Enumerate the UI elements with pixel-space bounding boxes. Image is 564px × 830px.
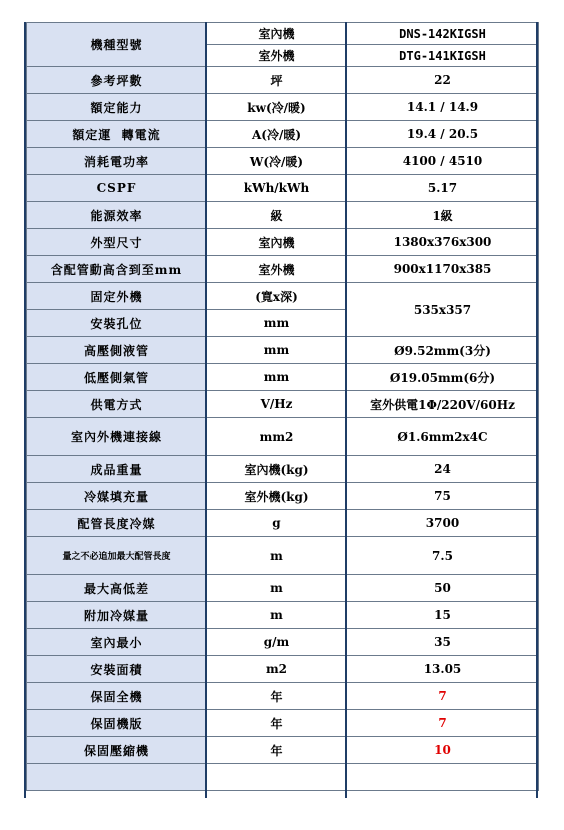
table-row bbox=[27, 602, 539, 629]
model-label-cell: 機種型號 bbox=[27, 23, 207, 67]
row-value-cell: 室外供電1Φ/220V/60Hz bbox=[347, 391, 539, 418]
table-row bbox=[27, 537, 539, 575]
table-row bbox=[27, 656, 539, 683]
row-label-cell: 量之不必追加最大配管長度 bbox=[27, 537, 207, 575]
row-label-cell: 額定能力 bbox=[27, 94, 207, 121]
row-value-cell: 50 bbox=[347, 575, 539, 602]
outdoor-unit-label-cell: 室外機 bbox=[207, 45, 347, 67]
spec-table bbox=[26, 22, 539, 791]
row-value-cell: 35 bbox=[347, 629, 539, 656]
row-label-cell: 額定運 轉電流 bbox=[27, 121, 207, 148]
table-row bbox=[27, 391, 539, 418]
row-label-cell: 冷媒填充量 bbox=[27, 483, 207, 510]
indoor-model-cell: DNS-142KIGSH bbox=[347, 23, 539, 45]
table-row bbox=[27, 121, 539, 148]
empty-value-cell bbox=[347, 764, 539, 791]
row-unit-cell: mm bbox=[207, 364, 347, 391]
row-label-cell: 參考坪數 bbox=[27, 67, 207, 94]
row-value-cell: 1380x376x300 bbox=[347, 229, 539, 256]
row-value-cell: 13.05 bbox=[347, 656, 539, 683]
row-unit-cell: 室外機(kg) bbox=[207, 483, 347, 510]
row-label-cell: 保固壓縮機 bbox=[27, 737, 207, 764]
row-label-cell: 消耗電功率 bbox=[27, 148, 207, 175]
row-label-cell: 成品重量 bbox=[27, 456, 207, 483]
row-unit-cell: 室外機 bbox=[207, 256, 347, 283]
table-row bbox=[27, 175, 539, 202]
table-row bbox=[27, 710, 539, 737]
row-label-cell: 室內最小 bbox=[27, 629, 207, 656]
row-unit-cell: kWh/kWh bbox=[207, 175, 347, 202]
row-unit-cell: 室內機 bbox=[207, 229, 347, 256]
row-label-cell: 室內外機連接線 bbox=[27, 418, 207, 456]
row-unit-cell: 級 bbox=[207, 202, 347, 229]
table-row bbox=[27, 283, 539, 310]
row-unit-cell: (寬x深) bbox=[207, 283, 347, 310]
table-row bbox=[27, 575, 539, 602]
row-value-cell: 19.4 / 20.5 bbox=[347, 121, 539, 148]
row-value-cell: 1級 bbox=[347, 202, 539, 229]
row-unit-cell: kw(冷/暖) bbox=[207, 94, 347, 121]
row-unit-cell: mm bbox=[207, 310, 347, 337]
row-unit-cell: mm2 bbox=[207, 418, 347, 456]
row-value-cell: 14.1 / 14.9 bbox=[347, 94, 539, 121]
table-row bbox=[27, 683, 539, 710]
warranty-value-cell: 7 bbox=[347, 683, 539, 710]
row-label-cell: 高壓側液管 bbox=[27, 337, 207, 364]
row-label-cell: CSPF bbox=[27, 175, 207, 202]
table-row bbox=[27, 418, 539, 456]
table-row bbox=[27, 67, 539, 94]
empty-unit-cell bbox=[207, 764, 347, 791]
table-row bbox=[27, 629, 539, 656]
row-unit-cell: A(冷/暖) bbox=[207, 121, 347, 148]
row-unit-cell: 年 bbox=[207, 683, 347, 710]
indoor-unit-label-cell: 室內機 bbox=[207, 23, 347, 45]
table-row bbox=[27, 256, 539, 283]
row-label-cell: 能源效率 bbox=[27, 202, 207, 229]
row-label-cell: 含配管動高含到至mm bbox=[27, 256, 207, 283]
row-unit-cell: m bbox=[207, 602, 347, 629]
row-unit-cell: m2 bbox=[207, 656, 347, 683]
row-label-cell: 供電方式 bbox=[27, 391, 207, 418]
row-label-cell: 附加冷媒量 bbox=[27, 602, 207, 629]
row-unit-cell: g bbox=[207, 510, 347, 537]
row-value-cell: 900x1170x385 bbox=[347, 256, 539, 283]
row-value-cell: 535x357 bbox=[347, 283, 539, 337]
row-unit-cell: m bbox=[207, 537, 347, 575]
row-value-cell: 15 bbox=[347, 602, 539, 629]
row-unit-cell: g/m bbox=[207, 629, 347, 656]
row-label-cell: 固定外機 bbox=[27, 283, 207, 310]
row-unit-cell: 坪 bbox=[207, 67, 347, 94]
row-label-cell: 保固全機 bbox=[27, 683, 207, 710]
row-value-cell: 7.5 bbox=[347, 537, 539, 575]
table-row bbox=[27, 202, 539, 229]
row-label-cell: 外型尺寸 bbox=[27, 229, 207, 256]
table-row bbox=[27, 737, 539, 764]
row-label-cell: 安裝面積 bbox=[27, 656, 207, 683]
table-row bbox=[27, 23, 539, 45]
table-row bbox=[27, 94, 539, 121]
row-label-cell: 配管長度冷媒 bbox=[27, 510, 207, 537]
row-unit-cell: m bbox=[207, 575, 347, 602]
table-row bbox=[27, 148, 539, 175]
row-unit-cell: W(冷/暖) bbox=[207, 148, 347, 175]
column-separator bbox=[345, 22, 347, 798]
row-value-cell: Ø19.05mm(6分) bbox=[347, 364, 539, 391]
table-row bbox=[27, 483, 539, 510]
row-unit-cell: 室內機(kg) bbox=[207, 456, 347, 483]
row-label-cell: 低壓側氣管 bbox=[27, 364, 207, 391]
table-right-border bbox=[536, 22, 538, 798]
row-unit-cell: 年 bbox=[207, 737, 347, 764]
table-row bbox=[27, 229, 539, 256]
row-value-cell: 5.17 bbox=[347, 175, 539, 202]
row-unit-cell: V/Hz bbox=[207, 391, 347, 418]
row-label-cell: 安裝孔位 bbox=[27, 310, 207, 337]
row-value-cell: Ø9.52mm(3分) bbox=[347, 337, 539, 364]
row-value-cell: Ø1.6mm2x4C bbox=[347, 418, 539, 456]
column-separator bbox=[205, 22, 207, 798]
warranty-value-cell: 7 bbox=[347, 710, 539, 737]
empty-label-cell bbox=[27, 764, 207, 791]
table-left-border bbox=[24, 22, 26, 798]
row-unit-cell: mm bbox=[207, 337, 347, 364]
table-row bbox=[27, 510, 539, 537]
row-value-cell: 4100 / 4510 bbox=[347, 148, 539, 175]
row-unit-cell: 年 bbox=[207, 710, 347, 737]
row-label-cell: 最大高低差 bbox=[27, 575, 207, 602]
row-value-cell: 22 bbox=[347, 67, 539, 94]
table-row bbox=[27, 764, 539, 791]
row-value-cell: 24 bbox=[347, 456, 539, 483]
warranty-value-cell: 10 bbox=[347, 737, 539, 764]
row-label-cell: 保固機版 bbox=[27, 710, 207, 737]
outdoor-model-cell: DTG-141KIGSH bbox=[347, 45, 539, 67]
row-value-cell: 3700 bbox=[347, 510, 539, 537]
table-row bbox=[27, 364, 539, 391]
row-value-cell: 75 bbox=[347, 483, 539, 510]
table-row bbox=[27, 456, 539, 483]
table-row bbox=[27, 337, 539, 364]
